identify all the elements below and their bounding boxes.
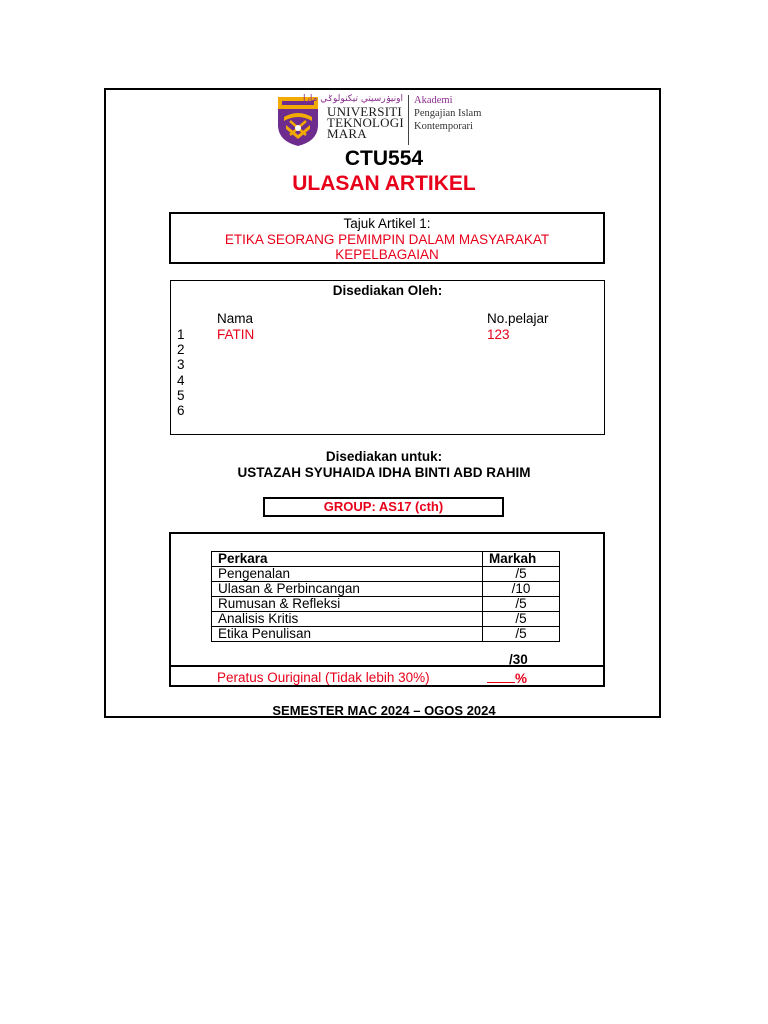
criterion-mark: /10 [483, 582, 560, 597]
row-number: 3 [177, 357, 185, 372]
student-row [177, 327, 597, 342]
criterion-mark: /5 [483, 597, 560, 612]
article-title-line-2: KEPELBAGAIAN [335, 247, 439, 262]
percent-sign: % [515, 671, 528, 686]
marks-table [211, 551, 560, 642]
student-name: FATIN [217, 327, 255, 342]
lecturer-name: USTAZAH SYUHAIDA IDHA BINTI ABD RAHIM [237, 465, 531, 480]
student-row [177, 388, 597, 403]
prepared-by-heading: Disediakan Oleh: [332, 283, 443, 298]
originality-label: Peratus Ouriginal (Tidak lebih 30%) [217, 670, 430, 685]
row-number: 6 [177, 403, 185, 418]
semester-label: SEMESTER MAC 2024 – OGOS 2024 [272, 703, 496, 718]
arabic-university-name: اونيۏرسيتي تيكنولوݢي مارا [302, 94, 403, 104]
article-title-line-1: ETIKA SEORANG PEMIMPIN DALAM MASYARAKAT [224, 231, 550, 247]
university-line-1: UNIVERSITI [327, 104, 402, 119]
criterion: Analisis Kritis [212, 612, 483, 627]
academy-line-1: Akademi [414, 95, 453, 106]
student-row [177, 373, 597, 388]
logo-divider [408, 95, 409, 145]
table-row [212, 597, 560, 612]
total-mark: /30 [509, 652, 528, 667]
criterion-mark: /5 [483, 627, 560, 642]
table-row [212, 627, 560, 642]
row-number: 5 [177, 388, 185, 403]
student-row [177, 403, 597, 418]
university-name [327, 106, 404, 139]
uitm-logo [272, 91, 494, 149]
student-row [177, 342, 597, 357]
academy-name [414, 94, 481, 133]
row-number: 2 [177, 342, 185, 357]
academy-line-2: Pengajian Islam [414, 108, 482, 119]
criterion-mark: /5 [483, 567, 560, 582]
table-header-row [212, 552, 560, 567]
criterion: Etika Penulisan [212, 627, 483, 642]
course-code: CTU554 [344, 147, 424, 170]
article-label: Tajuk Artikel 1: [343, 216, 431, 231]
university-line-3: MARA [327, 126, 367, 141]
row-number: 1 [177, 327, 185, 342]
academy-line-3: Kontemporari [414, 121, 473, 132]
student-id: 123 [487, 327, 510, 342]
student-id-column-header: No.pelajar [487, 311, 549, 326]
criterion-mark: /5 [483, 612, 560, 627]
student-row [177, 357, 597, 372]
university-line-2: TEKNOLOGI [327, 115, 404, 130]
name-column-header: Nama [217, 311, 254, 326]
table-row [212, 612, 560, 627]
prepared-for-heading: Disediakan untuk: [325, 449, 443, 464]
article-box [169, 212, 605, 264]
row-number: 4 [177, 373, 185, 388]
marks-box [169, 532, 605, 687]
originality-blank [487, 670, 515, 683]
table-row [212, 567, 560, 582]
assignment-title: ULASAN ARTIKEL [292, 172, 476, 195]
prepared-by-box [170, 280, 605, 435]
originality-divider [171, 665, 603, 667]
item-column-header: Perkara [212, 552, 483, 567]
criterion: Pengenalan [212, 567, 483, 582]
group-label: GROUP: AS17 (cth) [263, 497, 504, 517]
originality-percent [487, 670, 527, 686]
criterion: Ulasan & Perbincangan [212, 582, 483, 597]
criterion: Rumusan & Refleksi [212, 597, 483, 612]
mark-column-header: Markah [483, 552, 560, 567]
table-row [212, 582, 560, 597]
